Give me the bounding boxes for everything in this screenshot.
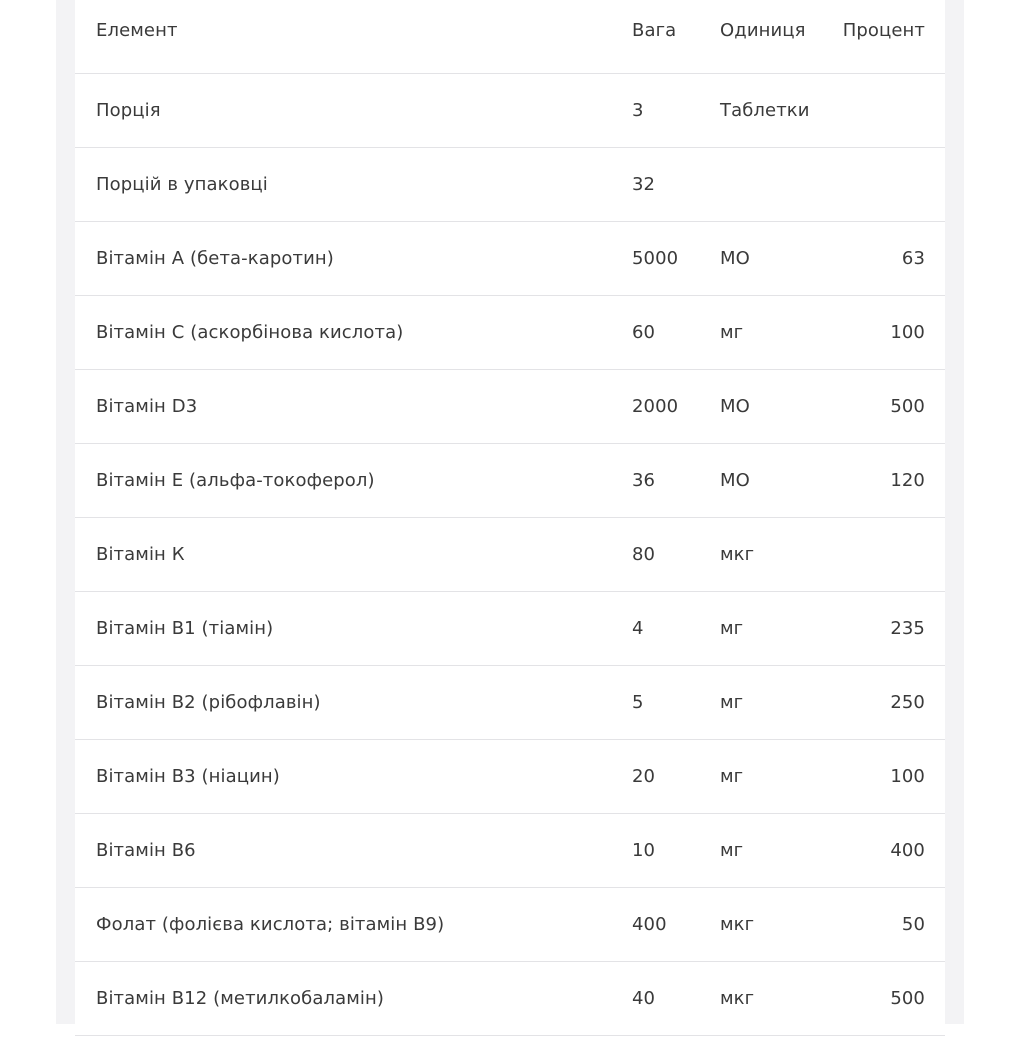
row-element: Вітамін В1 (тіамін) — [75, 592, 611, 666]
row-element: Вітамін D3 — [75, 370, 611, 444]
row-percent: 120 — [819, 444, 945, 518]
row-unit: мг — [699, 296, 819, 370]
row-percent: 100 — [819, 740, 945, 814]
row-unit: мкг — [699, 518, 819, 592]
row-percent: 250 — [819, 666, 945, 740]
row-element: Вітамін E (альфа-токоферол) — [75, 444, 611, 518]
row-weight: 10 — [611, 814, 699, 888]
header-percent: Процент — [819, 0, 945, 74]
row-unit: МО — [699, 370, 819, 444]
row-unit: мкг — [699, 888, 819, 962]
row-element: Вітамін A (бета-каротин) — [75, 222, 611, 296]
row-unit: Таблетки — [699, 74, 819, 148]
row-weight: 40 — [611, 962, 699, 1036]
row-percent: 500 — [819, 962, 945, 1036]
row-unit: МО — [699, 222, 819, 296]
row-weight: 3 — [611, 74, 699, 148]
table-row — [75, 740, 945, 814]
table-row — [75, 74, 945, 148]
row-percent: 50 — [819, 888, 945, 962]
row-percent: 235 — [819, 592, 945, 666]
table-row — [75, 296, 945, 370]
row-unit: МО — [699, 444, 819, 518]
row-element: Вітамін В2 (рібофлавін) — [75, 666, 611, 740]
table-row — [75, 666, 945, 740]
row-element: Вітамін В12 (метилкобаламін) — [75, 962, 611, 1036]
table-row — [75, 888, 945, 962]
row-percent: 500 — [819, 370, 945, 444]
row-weight: 400 — [611, 888, 699, 962]
row-weight: 4 — [611, 592, 699, 666]
header-element: Елемент — [75, 0, 611, 74]
row-element: Фолат (фолієва кислота; вітамін В9) — [75, 888, 611, 962]
row-percent: 100 — [819, 296, 945, 370]
table-row — [75, 814, 945, 888]
row-weight: 2000 — [611, 370, 699, 444]
row-unit: мг — [699, 814, 819, 888]
header-weight: Вага — [611, 0, 699, 74]
row-unit: мг — [699, 740, 819, 814]
row-element: Вітамін В3 (ніацин) — [75, 740, 611, 814]
row-weight: 60 — [611, 296, 699, 370]
row-weight: 5 — [611, 666, 699, 740]
header-unit: Одиниця — [699, 0, 819, 74]
table-row — [75, 518, 945, 592]
row-unit: мг — [699, 666, 819, 740]
row-percent — [819, 148, 945, 222]
row-percent — [819, 74, 945, 148]
row-weight: 80 — [611, 518, 699, 592]
row-percent: 63 — [819, 222, 945, 296]
row-percent: 400 — [819, 814, 945, 888]
row-unit: мг — [699, 592, 819, 666]
table-row — [75, 370, 945, 444]
row-element: Порція — [75, 74, 611, 148]
table-row — [75, 592, 945, 666]
table-row — [75, 148, 945, 222]
row-element: Вітамін C (аскорбінова кислота) — [75, 296, 611, 370]
row-unit — [699, 148, 819, 222]
row-unit: мкг — [699, 962, 819, 1036]
table-row — [75, 222, 945, 296]
row-weight: 32 — [611, 148, 699, 222]
row-element: Порцій в упаковці — [75, 148, 611, 222]
table-row — [75, 444, 945, 518]
row-element: Вітамін В6 — [75, 814, 611, 888]
row-weight: 5000 — [611, 222, 699, 296]
row-element: Вітамін К — [75, 518, 611, 592]
row-percent — [819, 518, 945, 592]
nutrition-facts-table — [75, 0, 945, 1036]
table-row — [75, 962, 945, 1036]
row-weight: 36 — [611, 444, 699, 518]
row-weight: 20 — [611, 740, 699, 814]
table-header-row — [75, 0, 945, 74]
